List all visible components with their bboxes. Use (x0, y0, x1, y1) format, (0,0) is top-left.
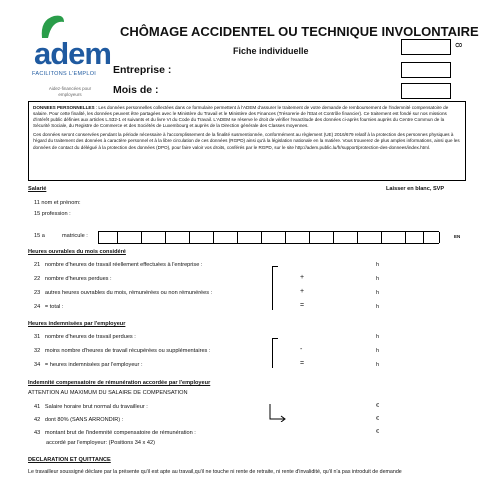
logo-tagline: Aidez-financées pour employeurs (48, 86, 92, 97)
unit-h: h (376, 362, 380, 368)
row-num: 43 (34, 430, 41, 436)
matricule-num: 15 a (34, 233, 45, 239)
row-43 (34, 430, 196, 436)
comp-heading: Indemnité compensatoire de rémunération accordée par l'employeur (28, 380, 211, 386)
mois-label: Mois de : (113, 84, 159, 96)
unit-h: h (376, 276, 380, 282)
row-label: nombre d'heures perdues : (44, 276, 112, 282)
declaration-heading: DECLARATION ET QUITTANCE (28, 457, 111, 463)
row-num: 32 (34, 348, 41, 354)
row-22 (34, 276, 112, 282)
entreprise-label: Entreprise : (113, 64, 172, 76)
unit-euro: € (376, 429, 380, 435)
top-right-box[interactable] (401, 39, 451, 55)
page-mark: 8 (453, 42, 464, 48)
row-41 (34, 404, 148, 410)
row-label: Salaire horaire brut normal du travailleur : (44, 404, 148, 410)
row-label: nombre d'heures de travail réellement effectuées à l'entreprise : (44, 262, 203, 268)
privacy-notice (28, 101, 466, 181)
row-num: 31 (34, 334, 41, 340)
row-34 (34, 362, 143, 368)
unit-euro: € (376, 403, 380, 409)
bracket-line (272, 338, 278, 339)
unit-euro: € (376, 416, 380, 422)
row-num: 21 (34, 262, 41, 268)
privacy-paragraph-1: : Les données personnelles collectées dans ce formulaire permettent à l'ADEM d'assurer le traitement de votre demande de remboursement de l'indemnité compensatoire de salaire. Pour cette finalité, les données peuvent être partagées avec le Ministère du Travail et le Ministère des Finances (Trésorerie de l'Etat et Contrôle financier). Ce traitement est fondé sur nos missions d'intérêt public définies aux articles L.532-1 et suivants et du livre VI du Code du Travail. L'ADEM se réserve le droit de vérifier l'exactitude des données ci-après fournies auprès du Centre Commun de la Sécurité Sociale, du Registre de Commerce et des Sociétés de Luxembourg et auprès de la Direction générale des Classes moyennes. (33, 105, 449, 129)
declaration-text: Le travailleur soussigné déclare par la présente qu'il est apte au travail,qu'il ne touche ni rente de retraite, ni rente d'invalidité, qu'il n'a pas introduit de demande (28, 469, 402, 475)
privacy-heading: DONNEES PERSONNELLES (33, 105, 95, 110)
row-num: 41 (34, 404, 41, 410)
row-num: 22 (34, 276, 41, 282)
form-subtitle: Fiche individuelle (233, 46, 309, 56)
bracket-line (272, 266, 273, 310)
unit-h: h (376, 334, 380, 340)
row-21 (34, 262, 202, 268)
row-23 (34, 290, 212, 296)
row-31 (34, 334, 136, 340)
row-42 (34, 417, 123, 423)
privacy-paragraph-2: Ces données seront conservées pendant la période nécessaire à l'accomplissement de la finalité susmentionnée, conformément au règlement (UE) 2016/679 relatif à la protection des personnes physiques à l'égard du traitement des données à caractère personnel et à la libre circulation de ces données (RGPD) ainsi qu'à la législation nationale en la matière. Vous trouverez de plus amples informations, ainsi que les données de contact du délégué à la protection des données (DPO), pour faire valoir vos droits, conférés par le RGPD, sur le site http://adem.public.lu/fr/support/protection-des-donnees/index.html. (33, 132, 460, 150)
row-num: 34 (34, 362, 41, 368)
en-label: EN (454, 234, 461, 239)
unit-h: h (376, 304, 380, 310)
bracket-line (272, 266, 278, 267)
unit-h: h (376, 348, 380, 354)
heures-heading: Heures ouvrables du mois considéré (28, 249, 126, 255)
matricule-boxes[interactable] (98, 231, 439, 244)
row-label: moins nombre d'heures de travail récupérées ou supplémentaires : (44, 348, 211, 354)
row-43-detail: accordé par l'employeur: (Positions 34 x 42) (46, 440, 155, 446)
attention-note: ATTENTION AU MAXIMUM DU SALAIRE DE COMPENSATION (28, 390, 188, 396)
row-label: nombre d'heures de travail perdues : (44, 334, 136, 340)
row-label: = heures indemnisées par l'employeur : (44, 362, 143, 368)
logo-wordmark: adem (34, 36, 111, 71)
row-24 (34, 304, 63, 310)
nom-prenom-label: 11 nom et prénom: (34, 200, 81, 206)
indem-heading: Heures indemnisées par l'employeur (28, 321, 126, 327)
mois-field[interactable] (401, 83, 451, 99)
plus-sign: + (300, 288, 305, 295)
salarie-heading: Salarié (28, 186, 47, 192)
unit-h: h (376, 262, 380, 268)
row-32 (34, 348, 210, 354)
row-label: montant brut de l'indemnité compensatoire de rémunération : (44, 430, 196, 436)
arrow-icon (268, 404, 288, 422)
bracket-line (272, 338, 273, 368)
row-num: 42 (34, 417, 41, 423)
entreprise-field[interactable] (401, 62, 451, 78)
matricule-label: matricule : (62, 233, 88, 239)
equals-sign: = (300, 360, 305, 367)
minus-sign: - (300, 346, 303, 353)
unit-h: h (376, 290, 380, 296)
logo-subtitle: FACILITONS L'EMPLOI (32, 71, 97, 77)
plus-sign: + (300, 274, 305, 281)
form-title: CHÔMAGE ACCIDENTEL OU TECHNIQUE INVOLONTAIRE (120, 24, 479, 39)
row-num: 24 (34, 304, 41, 310)
equals-sign: = (300, 302, 305, 309)
row-label: autres heures ouvrables du mois, rémunérées ou non rémunérées : (44, 290, 213, 296)
profession-label: 15 profession : (34, 211, 71, 217)
row-label: = total : (44, 304, 64, 310)
laisser-blanc-note: Laisser en blanc, SVP (386, 186, 445, 192)
row-label: dont 80% (SANS ARRONDIR) : (44, 417, 124, 423)
row-num: 23 (34, 290, 41, 296)
